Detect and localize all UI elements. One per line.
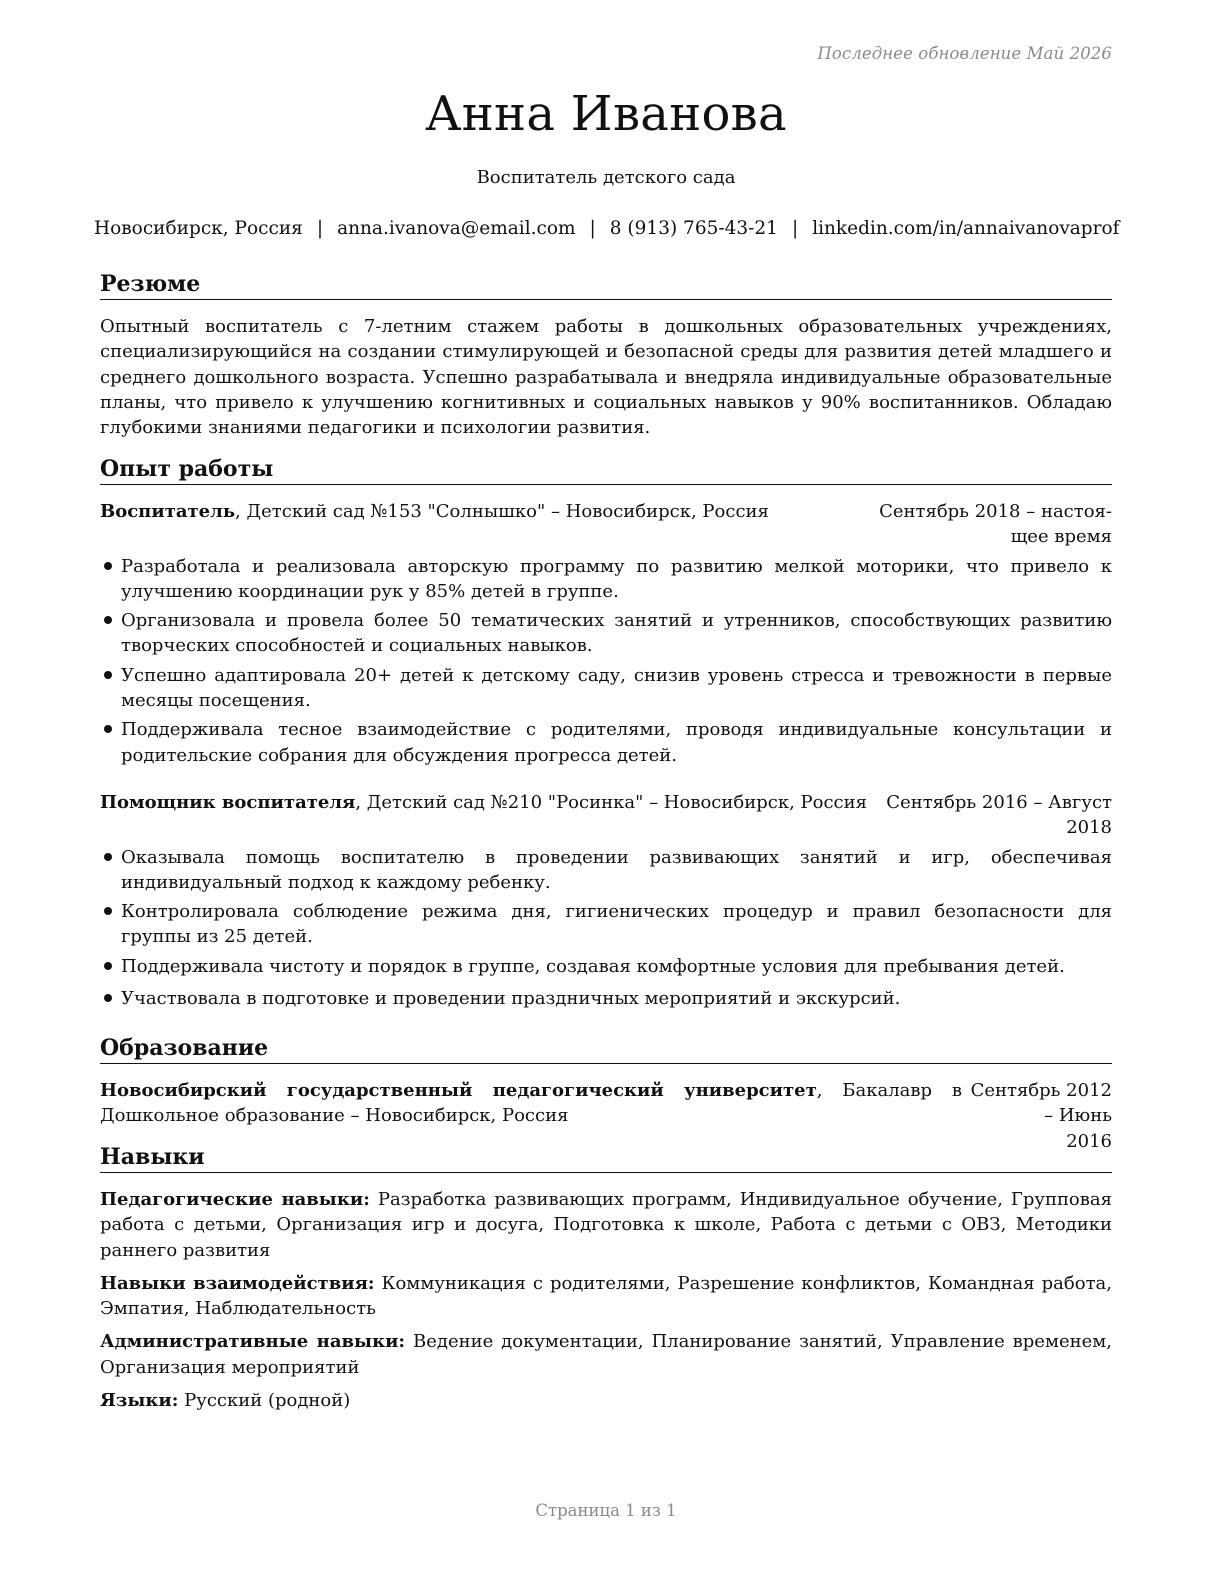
skill-group-text: Русский (родной) (178, 1390, 351, 1412)
contact-separator: | (589, 218, 596, 239)
bullet-text: Разработала и реализовала авторскую программу по развитию мелкой моторики, что привело к улучшению координации рук у 85% детей в группе. (121, 555, 1112, 602)
list-item (100, 717, 1112, 768)
skill-group (100, 1271, 1112, 1322)
contact-separator: | (316, 218, 324, 239)
skill-group-text: Разработка развивающих программ, Индивидуальное обучение, Групповая работа с детьми, Организация игр и досуга, Подготовка к школе, Работа с детьми с ОВЗ, Методики раннего развития (100, 1189, 1112, 1261)
bullet-text: Участвовала в подготовке и проведении праздничных мероприятий и экскурсий. (121, 988, 901, 1010)
job-bullets (100, 845, 1112, 1012)
summary-text: Опытный воспитатель с 7-летним стажем работы в дошкольных образовательных учреждениях, специализирующийся на создании стимулирующей и безопасной среды для развития детей младшего и среднего дошкольного возраста. Успешно разрабатывала и внедряла индивидуальные образовательные планы, что привело к улучшению когнитивных и социальных навыков у 90% воспитанников. Обладаю глубокими знаниями педагогики и психологии развития. (100, 316, 1112, 439)
contact-email-link[interactable]: anna.ivanova@email.com (337, 218, 576, 239)
bullet-icon (104, 907, 112, 915)
bullet-text: Контролировала соблюдение режима дня, гигиенических процедур и правил безопасности для группы из 25 детей. (121, 901, 1112, 948)
list-item (100, 986, 1112, 1011)
skill-group (100, 1388, 1112, 1413)
job-dates (886, 790, 1112, 841)
bullet-icon (104, 671, 112, 679)
skill-group-label: Навыки взаимодействия: (100, 1272, 375, 1294)
bullet-icon (104, 725, 112, 733)
contact-linkedin-link[interactable]: linkedin.com/in/annaivanovaprof (812, 218, 1120, 239)
candidate-role: Воспитатель детского сада (476, 167, 736, 188)
education-section (100, 1034, 1112, 1154)
summary-section (100, 270, 1112, 440)
bullet-icon (104, 853, 112, 861)
section-title-summary: Резюме (100, 270, 1112, 300)
bullet-icon (104, 994, 112, 1002)
job-dates-line: Сентябрь 2016 – Август (886, 791, 1112, 813)
job-bullets (100, 554, 1112, 768)
job-title-line (100, 499, 879, 524)
candidate-name: Анна Иванова (425, 86, 787, 142)
job-dates-line: Сентябрь 2018 – настоя- (879, 501, 1112, 522)
bullet-icon (104, 962, 112, 970)
section-title-experience: Опыт работы (100, 455, 1112, 485)
skill-group-text: Ведение документации, Планирование занятий, Управление временем, Организация мероприятий (100, 1331, 1112, 1378)
skills-section (100, 1143, 1112, 1413)
skill-group-label: Административные навыки: (100, 1331, 406, 1353)
job-dates-line: 2018 (1066, 817, 1112, 839)
skill-group (100, 1187, 1112, 1263)
list-item (100, 899, 1112, 950)
resume-page (94, 0, 1120, 1584)
list-item (100, 954, 1112, 979)
list-item (100, 554, 1112, 605)
education-degree: , Бакалавр в Дошкольное образование – Новосибирск, Россия (100, 1080, 962, 1127)
contact-location: Новосибирск, Россия (94, 218, 303, 239)
job-header (100, 499, 1112, 550)
job-employer: , Детский сад №210 "Росинка" – Новосибирск, Россия (355, 791, 867, 813)
list-item (100, 845, 1112, 896)
job-position: Воспитатель (100, 501, 236, 522)
job-entry (100, 499, 1112, 768)
bullet-text: Организовала и провела более 50 тематических занятий и утренников, способствующих развитию творческих способностей и социальных навыков. (121, 610, 1112, 657)
contact-separator: | (791, 218, 799, 239)
bullet-text: Поддерживала тесное взаимодействие с родителями, проводя индивидуальные консультации и родительские собрания для обсуждения прогресса детей. (121, 719, 1112, 766)
education-dates-line: 2016 (1066, 1130, 1112, 1152)
list-item (100, 608, 1112, 659)
education-dates-line: Сентябрь 2012 – Июнь (970, 1080, 1112, 1127)
section-title-education: Образование (100, 1034, 1112, 1064)
job-dates (879, 499, 1112, 550)
section-title-skills: Навыки (100, 1143, 1112, 1173)
job-dates-line: щее время (1010, 526, 1112, 548)
list-item (100, 663, 1112, 714)
education-title-line (100, 1078, 962, 1129)
bullet-icon (104, 562, 112, 570)
last-updated: Последнее обновление Май 2026 (817, 44, 1112, 63)
experience-section (100, 455, 1112, 1011)
page-number: Страница 1 из 1 (535, 1501, 677, 1520)
job-position: Помощник воспитателя (100, 791, 356, 813)
bullet-text: Поддерживала чистоту и порядок в группе, создавая комфортные условия для пребывания детей. (121, 955, 1065, 977)
bullet-text: Успешно адаптировала 20+ детей к детскому саду, снизив уровень стресса и тревожности в первые месяцы посещения. (121, 664, 1112, 712)
contact-phone: 8 (913) 765-43-21 (609, 218, 778, 239)
skill-group-text: Коммуникация с родителями, Разрешение конфликтов, Командная работа, Эмпатия, Наблюдательность (100, 1272, 1112, 1320)
job-title-line (100, 790, 886, 815)
bullet-icon (104, 616, 112, 624)
skill-group-label: Языки: (100, 1390, 179, 1412)
job-entry (100, 790, 1112, 1011)
contact-line (94, 218, 1120, 239)
job-header (100, 790, 1112, 841)
skill-group (100, 1329, 1112, 1380)
job-employer: , Детский сад №153 "Солнышко" – Новосибирск, Россия (235, 501, 769, 522)
education-institution: Новосибирский государственный педагогический университет (100, 1080, 817, 1101)
skill-group-label: Педагогические навыки: (100, 1189, 370, 1210)
bullet-text: Оказывала помощь воспитателю в проведении развивающих занятий и игр, обеспечивая индивидуальный подход к каждому ребенку. (121, 846, 1112, 893)
